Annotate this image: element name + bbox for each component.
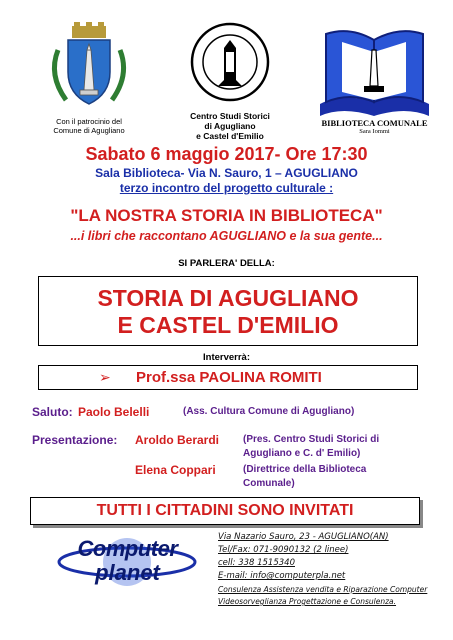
pres1-role-line2: Agugliano e C. d' Emilio) [243,448,361,459]
sponsor-logo-line1: Computer [77,536,178,561]
comune-caption-line1: Con il patrocinio del [56,117,122,126]
pres1-name: Aroldo Berardi [135,433,220,447]
topic-intro: SI PARLERA' DELLA: [178,258,275,269]
comune-caption-line2: Comune di Agugliano [53,126,125,135]
speaker-name: Prof.ssa PAOLINA ROMITI [136,369,322,386]
presentazione-label: Presentazione: [32,433,118,447]
speaker-box [38,365,418,390]
topic-box [38,276,418,346]
invite-text: TUTTI I CITTADINI SONO INVITATI [96,502,354,519]
saluto-label: Saluto: [32,405,73,419]
speaker-label: Interverrà: [203,352,250,363]
sponsor-telfax: Tel/Fax: 071-9090132 (2 linee) [218,545,349,555]
comune-logo [44,20,134,135]
pres2-role [243,463,366,491]
sponsor-info [218,532,443,607]
pres1-role [243,433,379,461]
event-series-line: terzo incontro del progetto culturale : [119,181,334,195]
sponsor-address: Via Nazario Sauro, 23 - AGUGLIANO(AN) [218,532,389,542]
sponsor-cell: cell: 338 1515340 [218,558,295,568]
centro-caption-line1: Centro Studi Storici [190,111,270,121]
topic-line2: E CASTEL D'EMILIO [117,312,339,338]
biblio-subcaption: Sara Iommi [359,128,390,135]
pres2-role-line2: Comunale) [243,478,295,489]
event-venue: Sala Biblioteca- Via N. Sauro, 1 – AGUGLIANO [95,166,358,180]
invite-box [30,497,420,525]
sponsor-logo-line2: planet [95,560,160,585]
sponsor-services1: Consulenza Assistenza vendita e Riparazione Computer [218,585,428,594]
bullet-arrow-icon: ➢ [99,369,111,385]
pres2-name: Elena Coppari [135,463,216,477]
project-subtitle: ...i libri che raccontano AGUGLIANO e la sua gente... [70,229,383,243]
centro-caption-line3: e Castel d'Emilio [196,131,264,141]
project-title: "LA NOSTRA STORIA IN BIBLIOTECA" [70,206,383,225]
pres2-role-line1: (Direttrice della Biblioteca [243,464,367,475]
event-datetime: Sabato 6 maggio 2017- Ore 17:30 [85,144,368,164]
pres1-role-line1: (Pres. Centro Studi Storici di [243,434,380,445]
sponsor-services2: Videosorveglianza Progettazione e Consulenza. [218,597,397,606]
sponsor-email: E-mail: info@computerpla.net [218,571,346,581]
saluto-name: Paolo Belelli [78,405,150,419]
biblioteca-logo [312,22,437,137]
saluto-role: (Ass. Cultura Comune di Agugliano) [183,406,355,417]
centro-studi-logo [180,20,280,140]
topic-line1: STORIA DI AGUGLIANO [97,285,359,311]
comune-crest-icon [44,20,134,112]
centro-caption-line2: di Agugliano [204,121,256,131]
biblio-caption: BIBLIOTECA COMUNALE [321,118,428,128]
computer-planet-logo [55,530,200,590]
seal-icon [180,20,280,104]
